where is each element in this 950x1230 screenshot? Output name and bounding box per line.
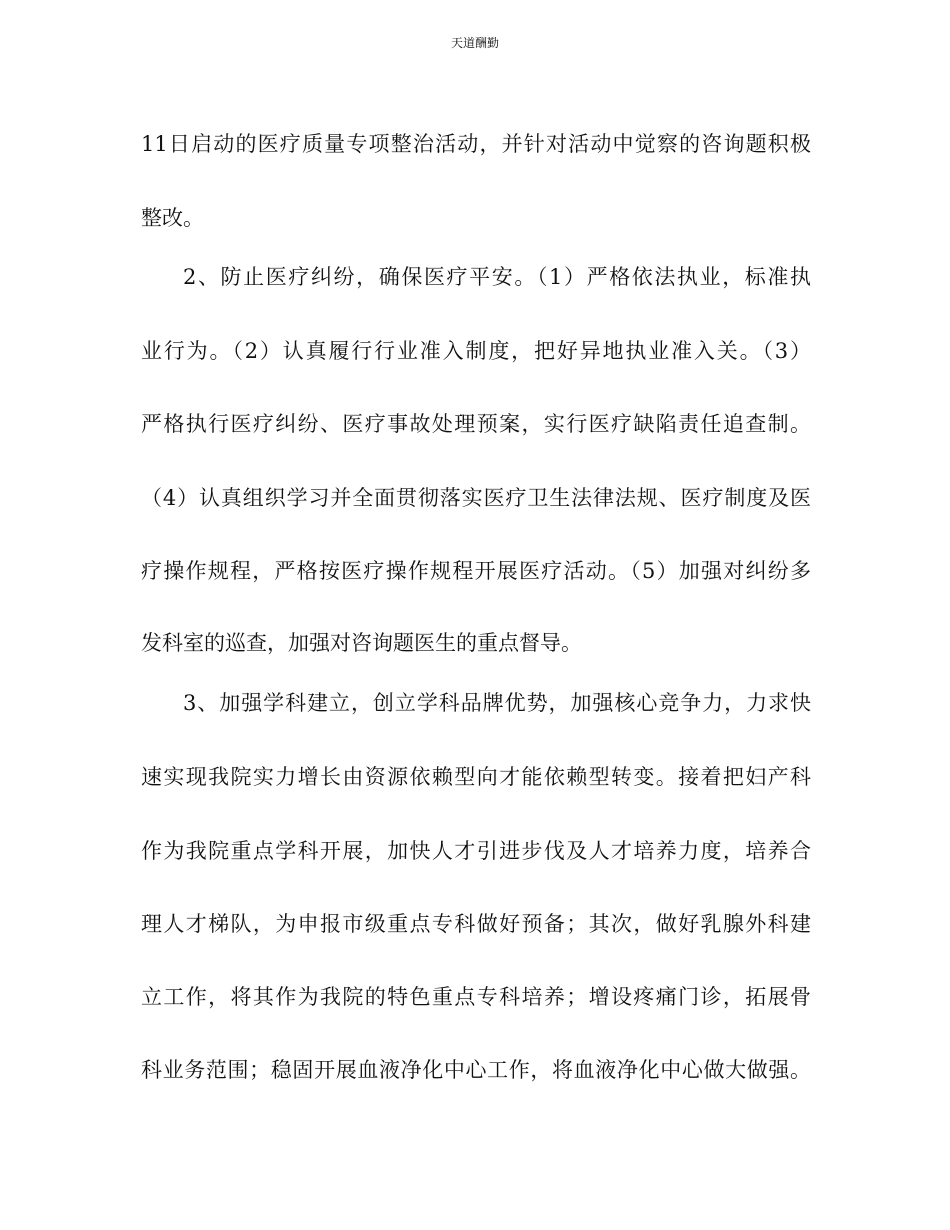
paragraph-line: 立工作，将其作为我院的特色重点专科培养；增设疼痛门诊，拓展骨 [141, 985, 811, 1009]
paragraph-line: （4）认真组织学习并全面贯彻落实医疗卫生法律法规、医疗制度及医 [141, 486, 811, 510]
paragraph-line: 发科室的巡查，加强对咨询题医生的重点督导。 [141, 631, 582, 655]
paragraph-line: 疗操作规程，严格按医疗操作规程开展医疗活动。（5）加强对纠纷多 [141, 559, 811, 583]
paragraph-line: 整改。 [141, 206, 204, 230]
paragraph-line: 业行为。（2）认真履行行业准入制度，把好异地执业准入关。（3） [141, 339, 811, 363]
paragraph-line: 3、加强学科建立，创立学科品牌优势，加强核心竞争力，力求快 [183, 691, 811, 715]
paragraph-line: 作为我院重点学科开展，加快人才引进步伐及人才培养力度，培养合 [141, 839, 811, 863]
paragraph-line: 理人才梯队，为申报市级重点专科做好预备；其次，做好乳腺外科建 [141, 912, 811, 936]
paragraph-line: 速实现我院实力增长由资源依赖型向才能依赖型转变。接着把妇产科 [141, 765, 811, 789]
paragraph-line: 严格执行医疗纠纷、医疗事故处理预案，实行医疗缺陷责任追查制。 [141, 412, 811, 436]
page-header: 天道酬勤 [450, 36, 499, 50]
paragraph-line: 2、防止医疗纠纷，确保医疗平安。（1）严格依法执业，标准执 [183, 265, 811, 289]
paragraph-line: 科业务范围；稳固开展血液净化中心工作，将血液净化中心做大做强。 [141, 1058, 811, 1082]
paragraph-line: 11日启动的医疗质量专项整治活动，并针对活动中觉察的咨询题积极 [141, 132, 811, 156]
